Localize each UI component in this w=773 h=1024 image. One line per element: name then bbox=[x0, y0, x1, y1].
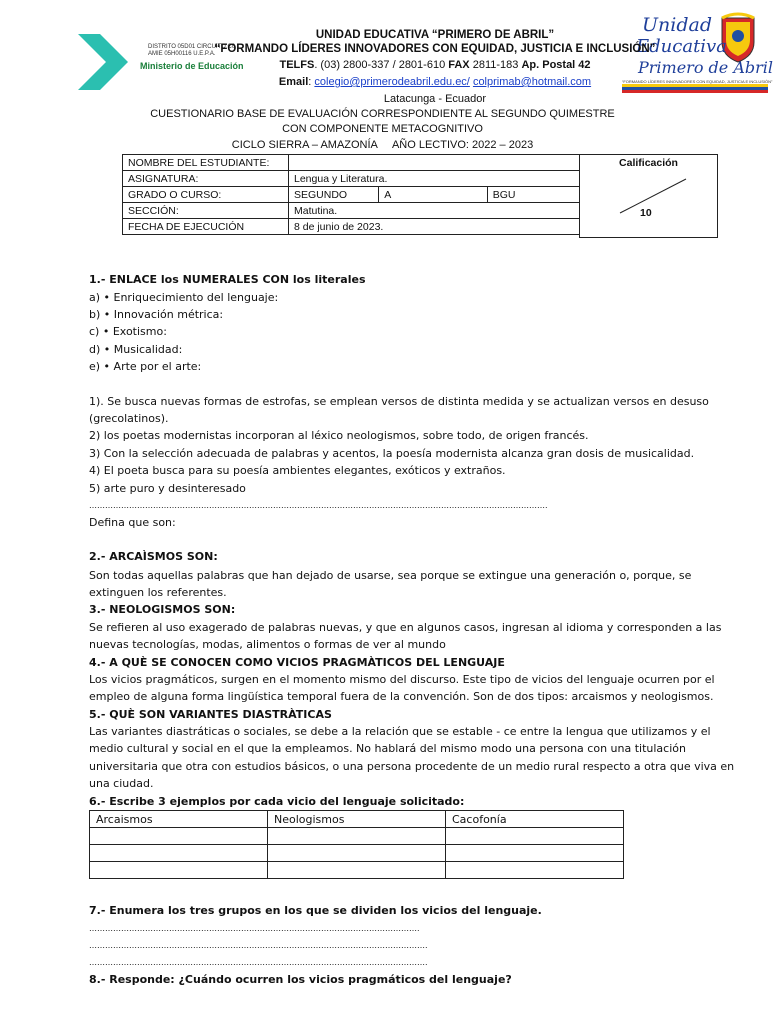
school-logo-motto: “FORMANDO LÍDERES INNOVADORES CON EQUIDAD, JUSTICIA E INCLUSIÓN” bbox=[622, 79, 773, 84]
date-label: FECHA DE EJECUCIÓN bbox=[123, 219, 289, 235]
level-value: BGU bbox=[487, 187, 579, 203]
q1-item-d: d) • Musicalidad: bbox=[89, 343, 183, 356]
score-box bbox=[579, 154, 718, 238]
q5-title: 5.- QUÈ SON VARIANTES DIASTRÀTICAS bbox=[89, 708, 332, 721]
email-separator: : bbox=[308, 76, 315, 88]
student-label: NOMBRE DEL ESTUDIANTE: bbox=[123, 155, 289, 171]
table-row bbox=[90, 845, 624, 862]
table-row bbox=[123, 171, 580, 187]
table-cell[interactable] bbox=[446, 862, 624, 879]
student-info-table bbox=[122, 154, 580, 235]
school-logo-line-1: Unidad bbox=[642, 14, 712, 36]
subject-label: ASIGNATURA: bbox=[123, 171, 289, 187]
q1-title: 1.- ENLACE los NUMERALES CON los literales bbox=[89, 273, 366, 286]
q6-title: 6.- Escribe 3 ejemplos por cada vicio del lenguaje solicitado: bbox=[89, 795, 465, 808]
section-value: Matutina. bbox=[289, 203, 580, 219]
table-cell[interactable] bbox=[268, 845, 446, 862]
student-name-field[interactable] bbox=[289, 155, 580, 171]
q1-dotted-line: ………………………………………………………………………………………………………………………………………………………. bbox=[89, 501, 548, 510]
q1-option-3: 3) Con la selección adecuada de palabras y acentos, la poesía modernista alcanza gran dosis de musicalidad. bbox=[89, 447, 695, 460]
q4-answer: Los vicios pragmáticos, surgen en el momento mismo del discurso. Este tipo de vicios del lenguaje ocurren por el empleo de alguna forma lingüística temporal fuera de la convención. Son de dos tipos: arcaismos y neologismos. bbox=[89, 673, 715, 704]
q1-option-4: 4) El poeta busca para su poesía ambientes elegantes, exóticos y extraños. bbox=[89, 464, 506, 477]
q1-option-1-cont: (grecolatinos). bbox=[89, 412, 169, 425]
subject-value: Lengua y Literatura. bbox=[289, 171, 580, 187]
table-cell[interactable] bbox=[90, 845, 268, 862]
section-label: SECCIÓN: bbox=[123, 203, 289, 219]
q1-option-1: 1). Se busca nuevas formas de estrofas, se emplean versos de distinta medida y se actualizan versos en desuso bbox=[89, 395, 709, 408]
score-max: 10 bbox=[640, 207, 652, 219]
score-label: Calificación bbox=[619, 157, 678, 169]
district-line-2: AMIE 05H00116 U.E.P.A. bbox=[148, 51, 216, 57]
email-link-1[interactable]: colegio@primerodeabril.edu.ec/ bbox=[314, 76, 470, 88]
ministerio-name: Ministerio de Educación bbox=[140, 61, 244, 71]
table-row bbox=[123, 203, 580, 219]
table-cell[interactable] bbox=[90, 828, 268, 845]
institution-city: Latacunga - Ecuador bbox=[383, 93, 487, 105]
postal-label: Ap. Postal 42 bbox=[521, 59, 591, 71]
q2-title: 2.- ARCAÌSMOS SON: bbox=[89, 550, 218, 563]
q1-item-a: a) • Enriquecimiento del lenguaje: bbox=[89, 291, 279, 304]
q7-answer-line-2[interactable]: ………………………………………………………………………………………………………………. bbox=[89, 941, 428, 950]
grade-label: GRADO O CURSO: bbox=[123, 187, 289, 203]
institution-title: UNIDAD EDUCATIVA “PRIMERO DE ABRIL” bbox=[315, 29, 555, 41]
column-header-cacofonia: Cacofonía bbox=[446, 811, 624, 828]
column-header-neologismos: Neologismos bbox=[268, 811, 446, 828]
q3-title: 3.- NEOLOGISMOS SON: bbox=[89, 603, 236, 616]
q1-option-5: 5) arte puro y desinteresado bbox=[89, 482, 246, 495]
institution-email bbox=[200, 75, 670, 89]
table-cell[interactable] bbox=[446, 828, 624, 845]
q7-answer-line-3[interactable]: ………………………………………………………………………………………………………………. bbox=[89, 958, 428, 967]
table-row bbox=[90, 828, 624, 845]
email-link-2[interactable]: colprimab@hotmail.com bbox=[472, 76, 592, 88]
q1-item-c: c) • Exotismo: bbox=[89, 325, 167, 338]
column-header-arcaismos: Arcaismos bbox=[90, 811, 268, 828]
grade-value: SEGUNDO bbox=[289, 187, 379, 203]
institution-slogan: “FORMANDO LÍDERES INNOVADORES CON EQUIDAD, JUSTICIA E INCLUSIÓN” bbox=[214, 43, 656, 55]
q4-title: 4.- A QUÈ SE CONOCEN COMO VICIOS PRAGMÀTICOS DEL LENGUAJE bbox=[89, 656, 505, 669]
table-row bbox=[123, 187, 580, 203]
fax-label: FAX bbox=[448, 59, 470, 71]
q3-answer: Se refieren al uso exagerado de palabras nuevas, y que en algunos casos, ingresan al idioma y corresponden a las nuevas tecnologías, modas, alimentos o formas de ver al mundo bbox=[89, 621, 722, 652]
email-label: Email bbox=[278, 76, 309, 88]
q7-title: 7.- Enumera los tres grupos en los que se dividen los vicios del lenguaje. bbox=[89, 904, 542, 917]
table-cell[interactable] bbox=[268, 828, 446, 845]
q7-answer-line-1[interactable]: ……………………………………………………………………………………………………………. bbox=[89, 924, 420, 933]
table-row bbox=[123, 155, 580, 171]
date-value: 8 de junio de 2023. bbox=[289, 219, 580, 235]
table-cell[interactable] bbox=[268, 862, 446, 879]
examples-table bbox=[89, 810, 624, 879]
phones-value: . (03) 2800-337 / 2801-610 bbox=[314, 59, 449, 71]
questionnaire-title-1: CUESTIONARIO BASE DE EVALUACIÓN CORRESPONDIENTE AL SEGUNDO QUIMESTRE bbox=[150, 108, 615, 120]
district-line-1: DISTRITO 05D01 CIRCUITO C0 bbox=[148, 44, 236, 50]
questionnaire-title-2: CON COMPONENTE METACOGNITIVO bbox=[282, 123, 483, 135]
q2-answer: Son todas aquellas palabras que han dejado de usarse, sea porque se extingue una generación o, porque, se extinguen los referentes. bbox=[89, 569, 692, 600]
score-slash bbox=[580, 155, 719, 239]
q8-title: 8.- Responde: ¿Cuándo ocurren los vicios pragmáticos del lenguaje? bbox=[89, 973, 512, 986]
phones-label: TELFS bbox=[279, 59, 315, 71]
q5-answer: Las variantes diastráticas o sociales, se debe a la relación que se estable - ce entre la lengua que utilizamos y el medio cultural y social en el que la empleamos. No hablará del mismo modo una persona con una titulación universitaria que otra con estudios básicos, o una persona procedente de un medio rural respecto a otra que viva en una ciudad. bbox=[89, 725, 735, 791]
define-prompt: Defina que son: bbox=[89, 516, 176, 529]
school-logo-line-3: Primero de Abril bbox=[638, 58, 773, 77]
institution-contact bbox=[200, 58, 670, 72]
table-cell[interactable] bbox=[90, 862, 268, 879]
questionnaire-title-3: CICLO SIERRA – AMAZONÍA AÑO LECTIVO: 2022 – 2023 bbox=[231, 139, 534, 151]
school-logo-line-2: Educativa bbox=[636, 36, 727, 57]
fax-value: 2811-183 bbox=[469, 59, 522, 71]
q1-item-e: e) • Arte por el arte: bbox=[89, 360, 202, 373]
ministerio-chevron-icon bbox=[78, 34, 128, 90]
table-row bbox=[123, 219, 580, 235]
table-cell[interactable] bbox=[446, 845, 624, 862]
parallel-value: A bbox=[379, 187, 487, 203]
q1-item-b: b) • Innovación métrica: bbox=[89, 308, 224, 321]
table-row bbox=[90, 862, 624, 879]
q1-option-2: 2) los poetas modernistas incorporan al léxico neologismos, sobre todo, de origen francés. bbox=[89, 429, 589, 442]
table-header-row bbox=[90, 811, 624, 828]
